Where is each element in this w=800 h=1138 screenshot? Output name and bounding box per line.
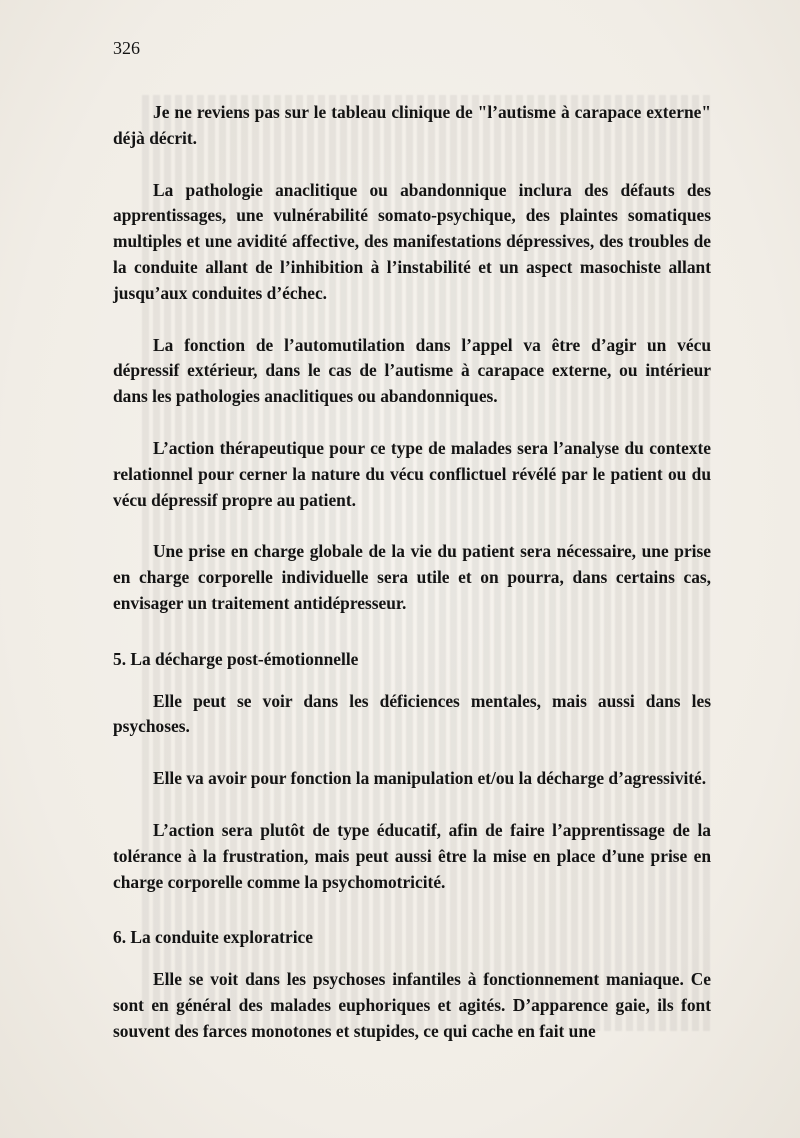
paragraph-deficiences: Elle peut se voir dans les déficiences mentales, mais aussi dans les psychoses.	[113, 690, 711, 737]
paragraph-automutilation-function: La fonction de l’automutilation dans l’appel va être d’agir un vécu dépressif extérieur, dans le cas de l’autisme à carapace externe, ou intérieur dans les pathologies anaclitiques ou abandonniques.	[113, 334, 711, 407]
section-heading-5: 5. La décharge post-émotionnelle	[113, 648, 359, 669]
section-heading-6: 6. La conduite exploratrice	[113, 927, 313, 948]
paragraph-educatif: L’action sera plutôt de type éducatif, afin de faire l’apprentissage de la tolérance à la frustration, mais peut aussi être la mise en place d’une prise en charge corporelle comme la psychomotricité.	[113, 819, 711, 892]
paragraph-therapeutic-action: L’action thérapeutique pour ce type de malades sera l’analyse du contexte relationnel pour cerner la nature du vécu conflictuel révélé par le patient ou du vécu dépressif propre au patient.	[113, 437, 711, 510]
paragraph-psychoses-maniaques: Elle se voit dans les psychoses infantiles à fonctionnement maniaque. Ce sont en général des malades euphoriques et agités. D’apparence gaie, ils font souvent des farces monotones et stupides, ce qui cache en fait une	[113, 969, 711, 1041]
page-body	[113, 100, 711, 1045]
paragraph-manipulation: Elle va avoir pour fonction la manipulation et/ou la décharge d’agressivité.	[153, 768, 707, 789]
paragraph-autism-carapace: Je ne reviens pas sur le tableau clinique de "l’autisme à carapace externe" déjà décrit.	[113, 102, 711, 148]
page-number: 326	[113, 38, 140, 58]
paragraph-anaclitic-pathology: La pathologie anaclitique ou abandonnique inclura des défauts des apprentissages, une vulnérabilité somato-psychique, des plaintes somatiques multiples et une avidité affective, des manifestations dépressives, des troubles de la conduite allant de l’inhibition à l’instabilité et un aspect masochiste allant jusqu’aux conduites d’échec.	[113, 179, 711, 303]
paragraph-global-care: Une prise en charge globale de la vie du patient sera nécessaire, une prise en charge corporelle individuelle sera utile et on pourra, dans certains cas, envisager un traitement antidépresseur.	[113, 541, 711, 613]
